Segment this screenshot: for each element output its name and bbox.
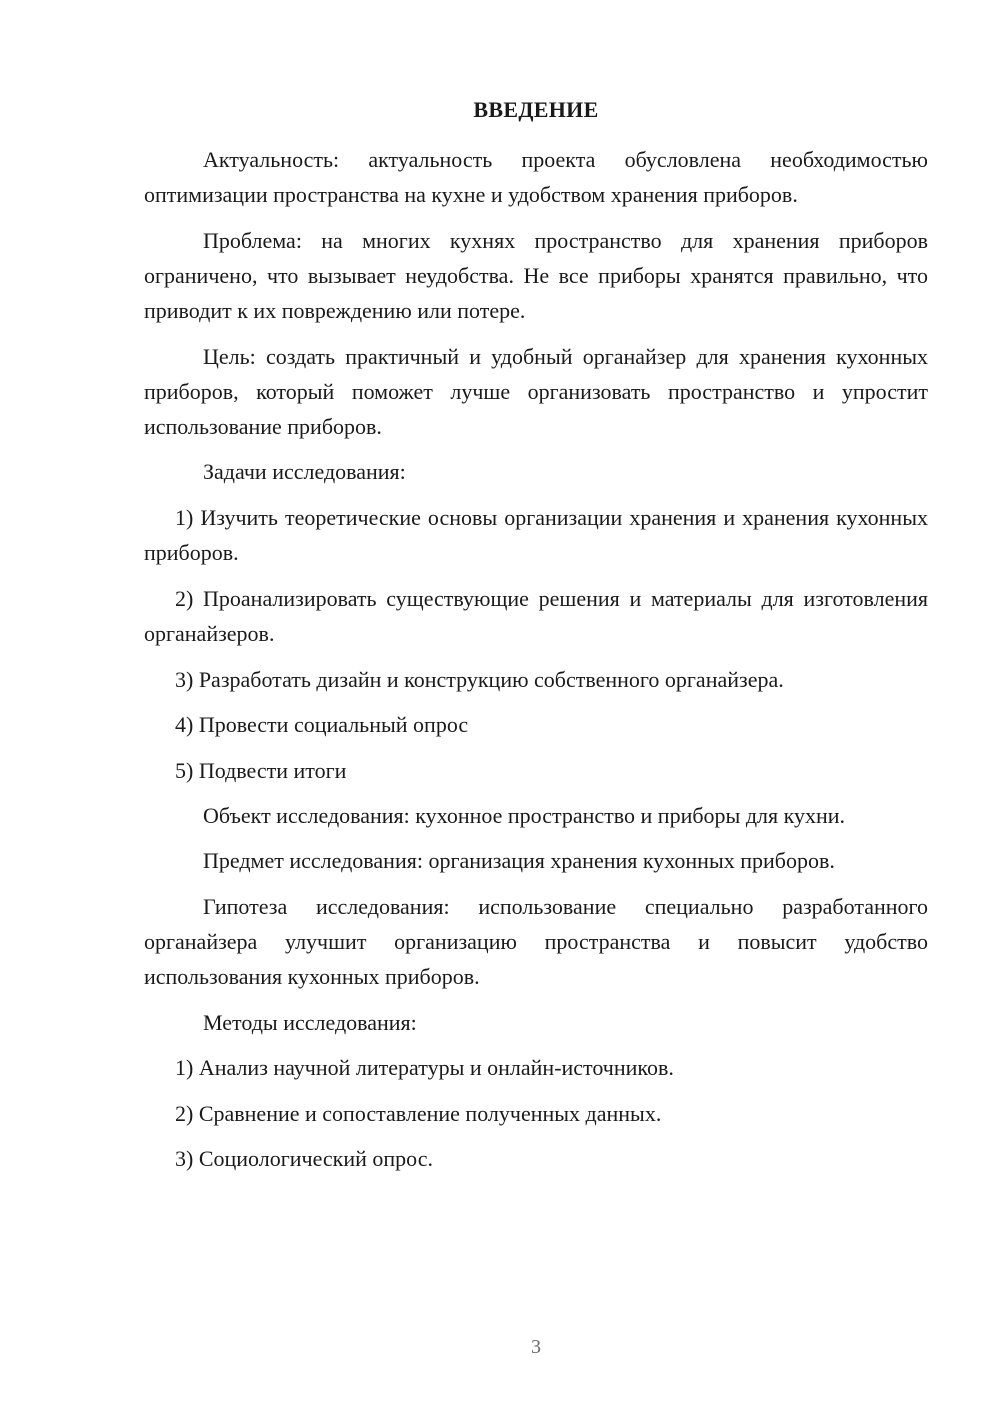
paragraph-relevance: Актуальность: актуальность проекта обусловлена необходимостью оптимизации пространства на кухне и удобством хранения приборов. bbox=[144, 147, 928, 207]
page-number: 3 bbox=[531, 1336, 541, 1358]
page-title: ВВЕДЕНИЕ bbox=[473, 97, 599, 122]
list-item: 5) Подвести итоги bbox=[175, 758, 347, 783]
paragraph-goal: Цель: создать практичный и удобный органайзер для хранения кухонных приборов, который поможет лучше организовать пространство и упростит использование приборов. bbox=[144, 344, 928, 439]
paragraph-hypothesis: Гипотеза исследования: использование специально разработанного органайзера улучшит организацию пространства и повысит удобство использования кухонных приборов. bbox=[144, 894, 928, 989]
list-item: 3) Социологический опрос. bbox=[175, 1146, 433, 1171]
methods-heading: Методы исследования: bbox=[203, 1010, 417, 1035]
list-item: 1) Анализ научной литературы и онлайн-источников. bbox=[175, 1055, 674, 1080]
tasks-heading: Задачи исследования: bbox=[203, 459, 406, 484]
paragraph-subject: Предмет исследования: организация хранения кухонных приборов. bbox=[203, 848, 835, 873]
list-item: 3) Разработать дизайн и конструкцию собственного органайзера. bbox=[175, 667, 784, 692]
paragraph-object: Объект исследования: кухонное пространство и приборы для кухни. bbox=[203, 803, 846, 828]
list-item: 1) Изучить теоретические основы организации хранения и хранения кухонных приборов. bbox=[144, 505, 928, 565]
list-item: 2) Сравнение и сопоставление полученных данных. bbox=[175, 1101, 662, 1126]
paragraph-problem: Проблема: на многих кухнях пространство для хранения приборов ограничено, что вызывает неудобства. Не все приборы хранятся правильно, что приводит к их повреждению или потере. bbox=[144, 228, 928, 323]
list-item: 2) Проанализировать существующие решения и материалы для изготовления органайзеров. bbox=[144, 586, 928, 646]
list-item: 4) Провести социальный опрос bbox=[175, 712, 469, 737]
